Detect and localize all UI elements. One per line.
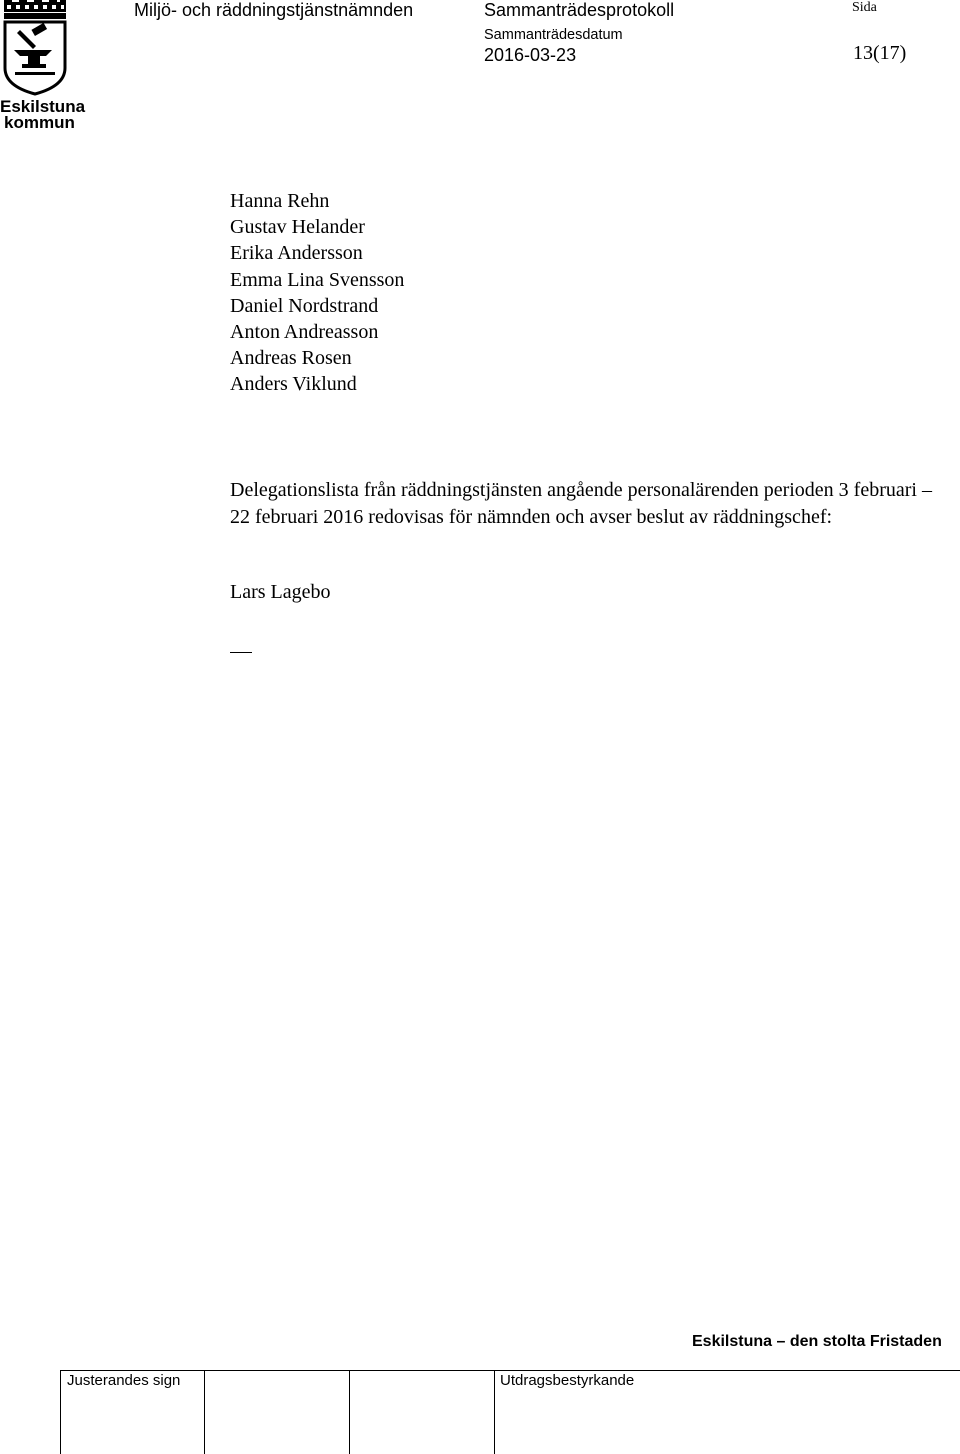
footer-extract-label: Utdragsbestyrkande [500, 1372, 635, 1389]
name-item: Emma Lina Svensson [230, 268, 405, 291]
names-list [230, 188, 404, 398]
name-item: Andreas Rosen [230, 347, 352, 370]
name-item: Gustav Helander [230, 216, 365, 239]
footer-sign-label: Justerandes sign [67, 1372, 181, 1389]
name-item: Daniel Nordstrand [230, 294, 379, 317]
footer-column-divider [60, 1370, 61, 1454]
footer-slogan: Eskilstuna – den stolta Fristaden [692, 1333, 942, 1350]
footer-column-divider [204, 1370, 205, 1454]
organization-name: Miljö- och räddningstjänstnämnden [134, 0, 414, 20]
footer-top-rule [60, 1370, 960, 1371]
decision-maker: Lars Lagebo [230, 581, 331, 603]
meeting-date-label: Sammanträdesdatum [484, 27, 623, 43]
document-type: Sammanträdesprotokoll [484, 0, 675, 20]
eskilstuna-coat-of-arms-logo [0, 0, 86, 132]
page-label: Sida [852, 0, 877, 15]
delegation-paragraph: Delegationslista från räddningstjänsten angående personalärenden perioden 3 februari – 22 februari 2016 redovisas för nämnden och avser beslut av räddningschef: [230, 479, 932, 528]
short-rule [230, 652, 252, 653]
name-item: Anders Viklund [230, 373, 357, 396]
footer-column-divider [494, 1370, 495, 1454]
name-item: Hanna Rehn [230, 190, 330, 212]
logo-text-line1: Eskilstuna [0, 97, 86, 116]
logo-text-line2: kommun [4, 113, 75, 132]
name-item: Anton Andreasson [230, 321, 379, 344]
page-number: 13(17) [853, 42, 907, 64]
footer-column-divider [349, 1370, 350, 1454]
meeting-date: 2016-03-23 [484, 45, 577, 65]
name-item: Erika Andersson [230, 242, 363, 265]
